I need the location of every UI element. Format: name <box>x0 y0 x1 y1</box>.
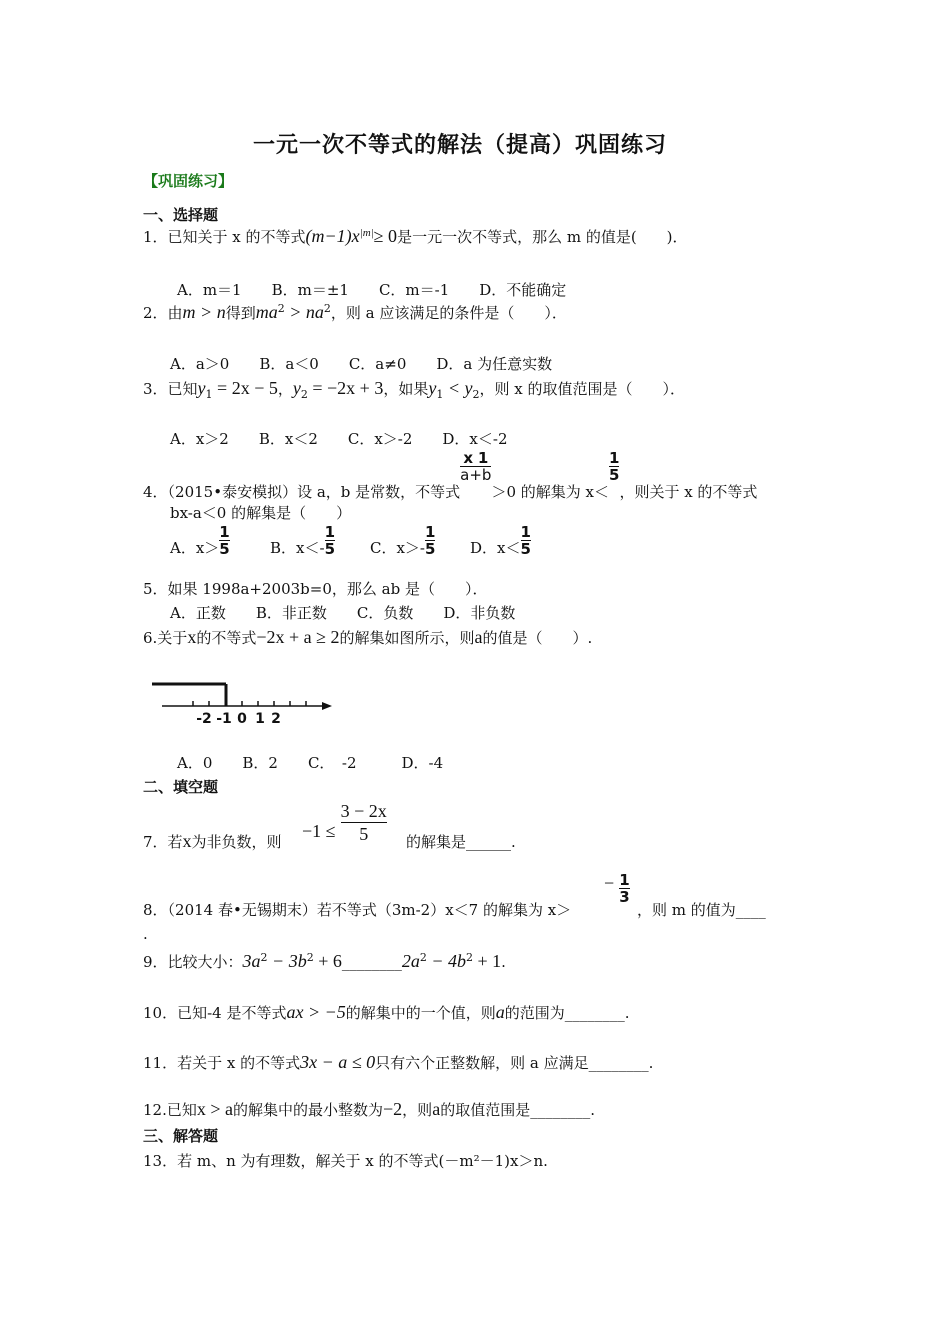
q7-fraction <box>341 800 387 845</box>
q2-options: A．a＞0 B．a＜0 C．a≠0 D．a 为任意实数 <box>170 355 553 373</box>
q1-options: A．m＝1 B．m＝±1 C．m＝-1 D．不能确定 <box>177 281 567 299</box>
q10-expr: ax > −5 <box>286 1002 346 1022</box>
q7-lhs: −1 ≤ <box>302 821 336 841</box>
question-3 <box>143 378 685 401</box>
tick-label: -2 <box>196 711 212 727</box>
q7-x: x <box>182 831 192 851</box>
q8-den: 3 <box>619 888 630 906</box>
heading-choice: 一、选择题 <box>143 206 219 224</box>
q4-f2-den: 5 <box>609 466 620 484</box>
q7-num: 3 − 2x <box>340 801 387 821</box>
q4-f1-num-a: x <box>463 449 474 467</box>
tick-label: 1 <box>255 711 265 727</box>
section-tag: 【巩固练习】 <box>143 172 234 190</box>
q9-e2b: − 4b <box>426 951 467 971</box>
q6-prefix: 6.关于 <box>143 629 188 647</box>
heading-fill: 二、填空题 <box>143 778 219 796</box>
q2-math1: m > n <box>182 302 226 322</box>
q4-option-a: A．x＞ $\frac{1}{5}$ <box>170 523 230 558</box>
q12-val: −2 <box>383 1099 403 1119</box>
q4-f1-den-b: +b <box>469 466 492 484</box>
q1-suffix: 是一元一次不等式，那么 m 的值是( )． <box>397 228 688 246</box>
q8-suffix: ，则 m 的值为____ <box>637 901 766 919</box>
q6-x: x <box>187 627 197 647</box>
q5-options: A．正数 B．非正数 C．负数 D．非负数 <box>170 604 516 622</box>
page-title: 一元一次不等式的解法（提高）巩固练习 <box>253 133 668 158</box>
q3-options: A．x＞2 B．x＜2 C．x＞-2 D．x＜-2 <box>170 430 508 448</box>
q7-suffix: 的解集是______. <box>406 833 516 851</box>
q9-e2a: 2a <box>401 951 420 971</box>
q6-mid: 的不等式 <box>196 629 257 647</box>
q1-prefix: 1．已知关于 x 的不等式 <box>143 228 306 246</box>
q4-fraction-1 <box>460 450 491 483</box>
q8-num: 1 <box>619 871 630 889</box>
tick-label: 0 <box>237 711 247 727</box>
q9-e1b: − 3b <box>267 951 307 971</box>
q8-continuation: . <box>143 925 148 943</box>
q3-y2: y <box>292 378 301 398</box>
q11-prefix: 11．若关于 x 的不等式 <box>143 1054 301 1072</box>
q2-suffix: ，则 a 应该满足的条件是（ ）． <box>330 304 567 322</box>
q9-e2c: + 1 <box>473 951 502 971</box>
question-2 <box>143 302 567 323</box>
q9-prefix: 9．比较大小： <box>143 953 243 971</box>
q3-y1: y <box>197 378 206 398</box>
q4-option-b: B．x＜- $\frac{1}{5}$ <box>270 523 335 558</box>
number-line-figure <box>148 676 338 728</box>
q2-sq2: 2 <box>323 302 331 315</box>
q3-sep: ， <box>277 380 293 398</box>
q10-prefix: 10．已知-4 是不等式 <box>143 1004 287 1022</box>
question-5: 5．如果 1998a+2003b=0，那么 ab 是（ ）． <box>143 580 488 598</box>
question-9 <box>143 951 506 972</box>
heading-solve: 三、解答题 <box>143 1127 219 1145</box>
q9-blank[interactable]: ________ <box>341 953 402 971</box>
q6-options: A．0 B．2 C． -2 D．-4 <box>177 754 444 772</box>
q8-fraction-group <box>604 872 630 905</box>
q4-suffix: ，则关于 x 的不等式 <box>619 482 758 501</box>
question-1 <box>143 226 688 247</box>
tick-label: -1 <box>216 711 232 727</box>
q12-prefix: 12.已知 <box>143 1101 197 1119</box>
q1-exponent: |m| <box>359 227 374 239</box>
axis-arrow-icon <box>322 702 332 710</box>
q2-math2b: > na <box>284 302 324 322</box>
q2-mid: 得到 <box>225 304 256 322</box>
q1-math: (m−1)x <box>305 226 360 246</box>
q10-mid: 的解集中的一个值，则 <box>345 1004 496 1022</box>
q6-suffix: 的值是（ ）. <box>482 629 593 647</box>
q7-mid: 为非负数，则 <box>191 833 282 851</box>
q4-f1-num-b: 1 <box>477 449 489 467</box>
q7-den: 5 <box>359 824 369 844</box>
tick-label: 2 <box>271 711 281 727</box>
q8-neg: − <box>604 873 615 893</box>
q7-prefix: 7．若 <box>143 833 183 851</box>
q10-suffix: 的范围为________. <box>504 1004 630 1022</box>
q9-sq: 2 <box>419 951 427 964</box>
question-4 <box>143 449 758 501</box>
q6-expr: −2x + a ≥ 2 <box>256 627 340 647</box>
q9-e1a: 3a <box>242 951 261 971</box>
q2-sq1: 2 <box>277 302 285 315</box>
q6-a: a <box>474 627 483 647</box>
q11-expr: 3x − a ≤ 0 <box>300 1052 376 1072</box>
q3-mid: ，如果 <box>383 380 429 398</box>
q9-suffix: . <box>501 953 506 971</box>
question-8 <box>143 899 571 920</box>
q9-sq: 2 <box>260 951 268 964</box>
question-7 <box>143 831 282 852</box>
q12-mid: 的解集中的最小整数为 <box>233 1101 384 1119</box>
q3-sub2: 2 <box>300 388 308 401</box>
q12-mid2: ，则 <box>402 1101 433 1119</box>
q3-prefix: 3．已知 <box>143 380 198 398</box>
q2-prefix: 2．由 <box>143 304 183 322</box>
question-11 <box>143 1052 653 1073</box>
q3-csub2: 2 <box>472 388 480 401</box>
q3-csub1: 1 <box>436 388 444 401</box>
q3-e1: = 2x − 5 <box>212 378 278 398</box>
q4-option-c: C．x＞- $\frac{1}{5}$ <box>370 523 436 558</box>
q9-e1c: + 6 <box>313 951 342 971</box>
q3-c1: y <box>428 378 437 398</box>
q4-options <box>170 524 570 557</box>
q10-a: a <box>495 1002 505 1022</box>
q6-mid2: 的解集如图所示，则 <box>339 629 475 647</box>
q9-sq: 2 <box>466 951 474 964</box>
q4-option-d: D．x＜ $\frac{1}{5}$ <box>470 523 531 558</box>
q8-prefix: 8．（2014 春•无锡期末）若不等式（3m-2）x＜7 的解集为 x＞ <box>143 901 572 919</box>
q4-fraction-2 <box>609 450 619 483</box>
q11-suffix: 只有六个正整数解，则 a 应满足________. <box>375 1054 654 1072</box>
q2-math2a: ma <box>255 302 278 322</box>
q3-c2: < y <box>443 378 473 398</box>
q8-fraction <box>619 872 629 905</box>
q4-line2: bx-a＜0 的解集是（ ） <box>170 504 352 522</box>
question-6 <box>143 627 592 648</box>
q4-prefix: 4．（2015•泰安模拟）设 a，b 是常数，不等式 <box>143 482 461 501</box>
q4-f2-num: 1 <box>609 449 620 467</box>
question-10 <box>143 1002 630 1023</box>
q12-a: a <box>432 1099 441 1119</box>
question-12 <box>143 1099 595 1120</box>
q3-e2: = −2x + 3 <box>307 378 384 398</box>
q4-f1-den-a: a <box>460 466 470 484</box>
question-13: 13．若 m、n 为有理数，解关于 x 的不等式(－m²－1)x＞n. <box>143 1152 548 1170</box>
q1-math2: ≥ 0 <box>373 226 398 246</box>
q3-suffix: ，则 x 的取值范围是（ ）． <box>479 380 685 398</box>
q7-inequality <box>302 800 387 845</box>
q12-expr: x > a <box>196 1099 233 1119</box>
q3-sub1: 1 <box>205 388 213 401</box>
q4-mid: ＞0 的解集为 x＜ <box>491 482 609 501</box>
q9-sq: 2 <box>306 951 314 964</box>
q12-suffix: 的取值范围是________. <box>440 1101 595 1119</box>
